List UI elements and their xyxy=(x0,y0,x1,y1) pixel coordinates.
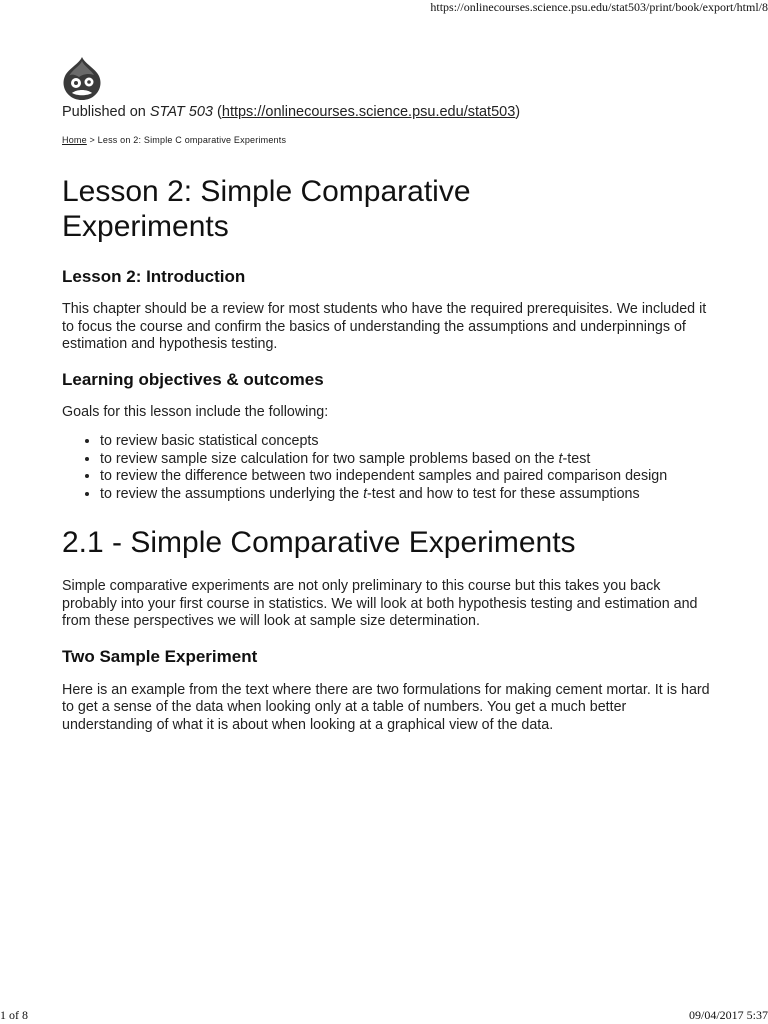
drupal-drop-icon xyxy=(61,56,103,102)
list-item-text-after: -test xyxy=(562,450,591,467)
section-paragraph: Simple comparative experiments are not only preliminary to this course but this takes you back probably into your first course in statistics. We will look at both hypothesis testing and estimation and from these perspectives we will look at sample size determination. xyxy=(62,578,698,629)
print-datetime: 09/04/2017 5:37 xyxy=(688,1008,768,1022)
published-close-paren: ) xyxy=(515,104,521,120)
page-title: Lesson 2: Simple Comparative Experiments xyxy=(62,175,471,243)
section-title: 2.1 - Simple Comparative Experiments xyxy=(62,526,576,559)
list-item xyxy=(100,486,712,504)
list-item-text: to review sample size calculation for two sample problems based on the xyxy=(100,450,559,467)
breadcrumb-home-link[interactable]: Home xyxy=(62,135,87,145)
print-header-url: https://onlinecourses.science.psu.edu/stat503/print/book/export/html/8 xyxy=(430,0,768,14)
intro-heading: Lesson 2: Introduction xyxy=(62,267,246,286)
list-item xyxy=(100,433,712,451)
list-item-text: to review the difference between two independent samples and paired comparison design xyxy=(100,468,668,484)
breadcrumb-separator: > xyxy=(86,135,98,145)
published-url-link[interactable]: https://onlinecourses.science.psu.edu/stat503 xyxy=(221,104,516,120)
list-item-italic: t xyxy=(363,485,368,502)
published-site: STAT 503 xyxy=(149,104,214,120)
list-item-text-after: -test and how to test for these assumptions xyxy=(367,485,640,502)
objectives-heading: Learning objectives & outcomes xyxy=(62,369,324,389)
breadcrumb-current: Less on 2: Simple C omparative Experiments xyxy=(97,135,287,145)
objectives-lead: Goals for this lesson include the following: xyxy=(62,403,329,420)
two-sample-heading: Two Sample Experiment xyxy=(62,646,258,666)
intro-paragraph: This chapter should be a review for most students who have the required prerequisites. We included it to focus the course and confirm the basics of understanding the assumptions and underpinnings of estimation and hypothesis testing. xyxy=(62,301,707,352)
list-item-italic: t xyxy=(558,450,563,467)
published-line xyxy=(62,102,712,122)
list-item-text: to review basic statistical concepts xyxy=(100,433,319,449)
article-content xyxy=(62,102,712,734)
breadcrumb xyxy=(62,134,712,146)
list-item-text: to review the assumptions underlying the xyxy=(100,485,364,502)
list-item xyxy=(100,451,712,469)
list-item xyxy=(100,468,712,486)
objectives-list xyxy=(62,433,712,503)
two-sample-paragraph: Here is an example from the text where there are two formulations for making cement mortar. It is hard to get a sense of the data when looking only at a table of numbers. You get a much better understanding of what it is about when looking at a graphical view of the data. xyxy=(62,681,710,733)
page-number: 1 of 8 xyxy=(0,1008,28,1022)
published-open-paren: ( xyxy=(213,104,222,120)
published-prefix: Published on xyxy=(62,104,150,120)
